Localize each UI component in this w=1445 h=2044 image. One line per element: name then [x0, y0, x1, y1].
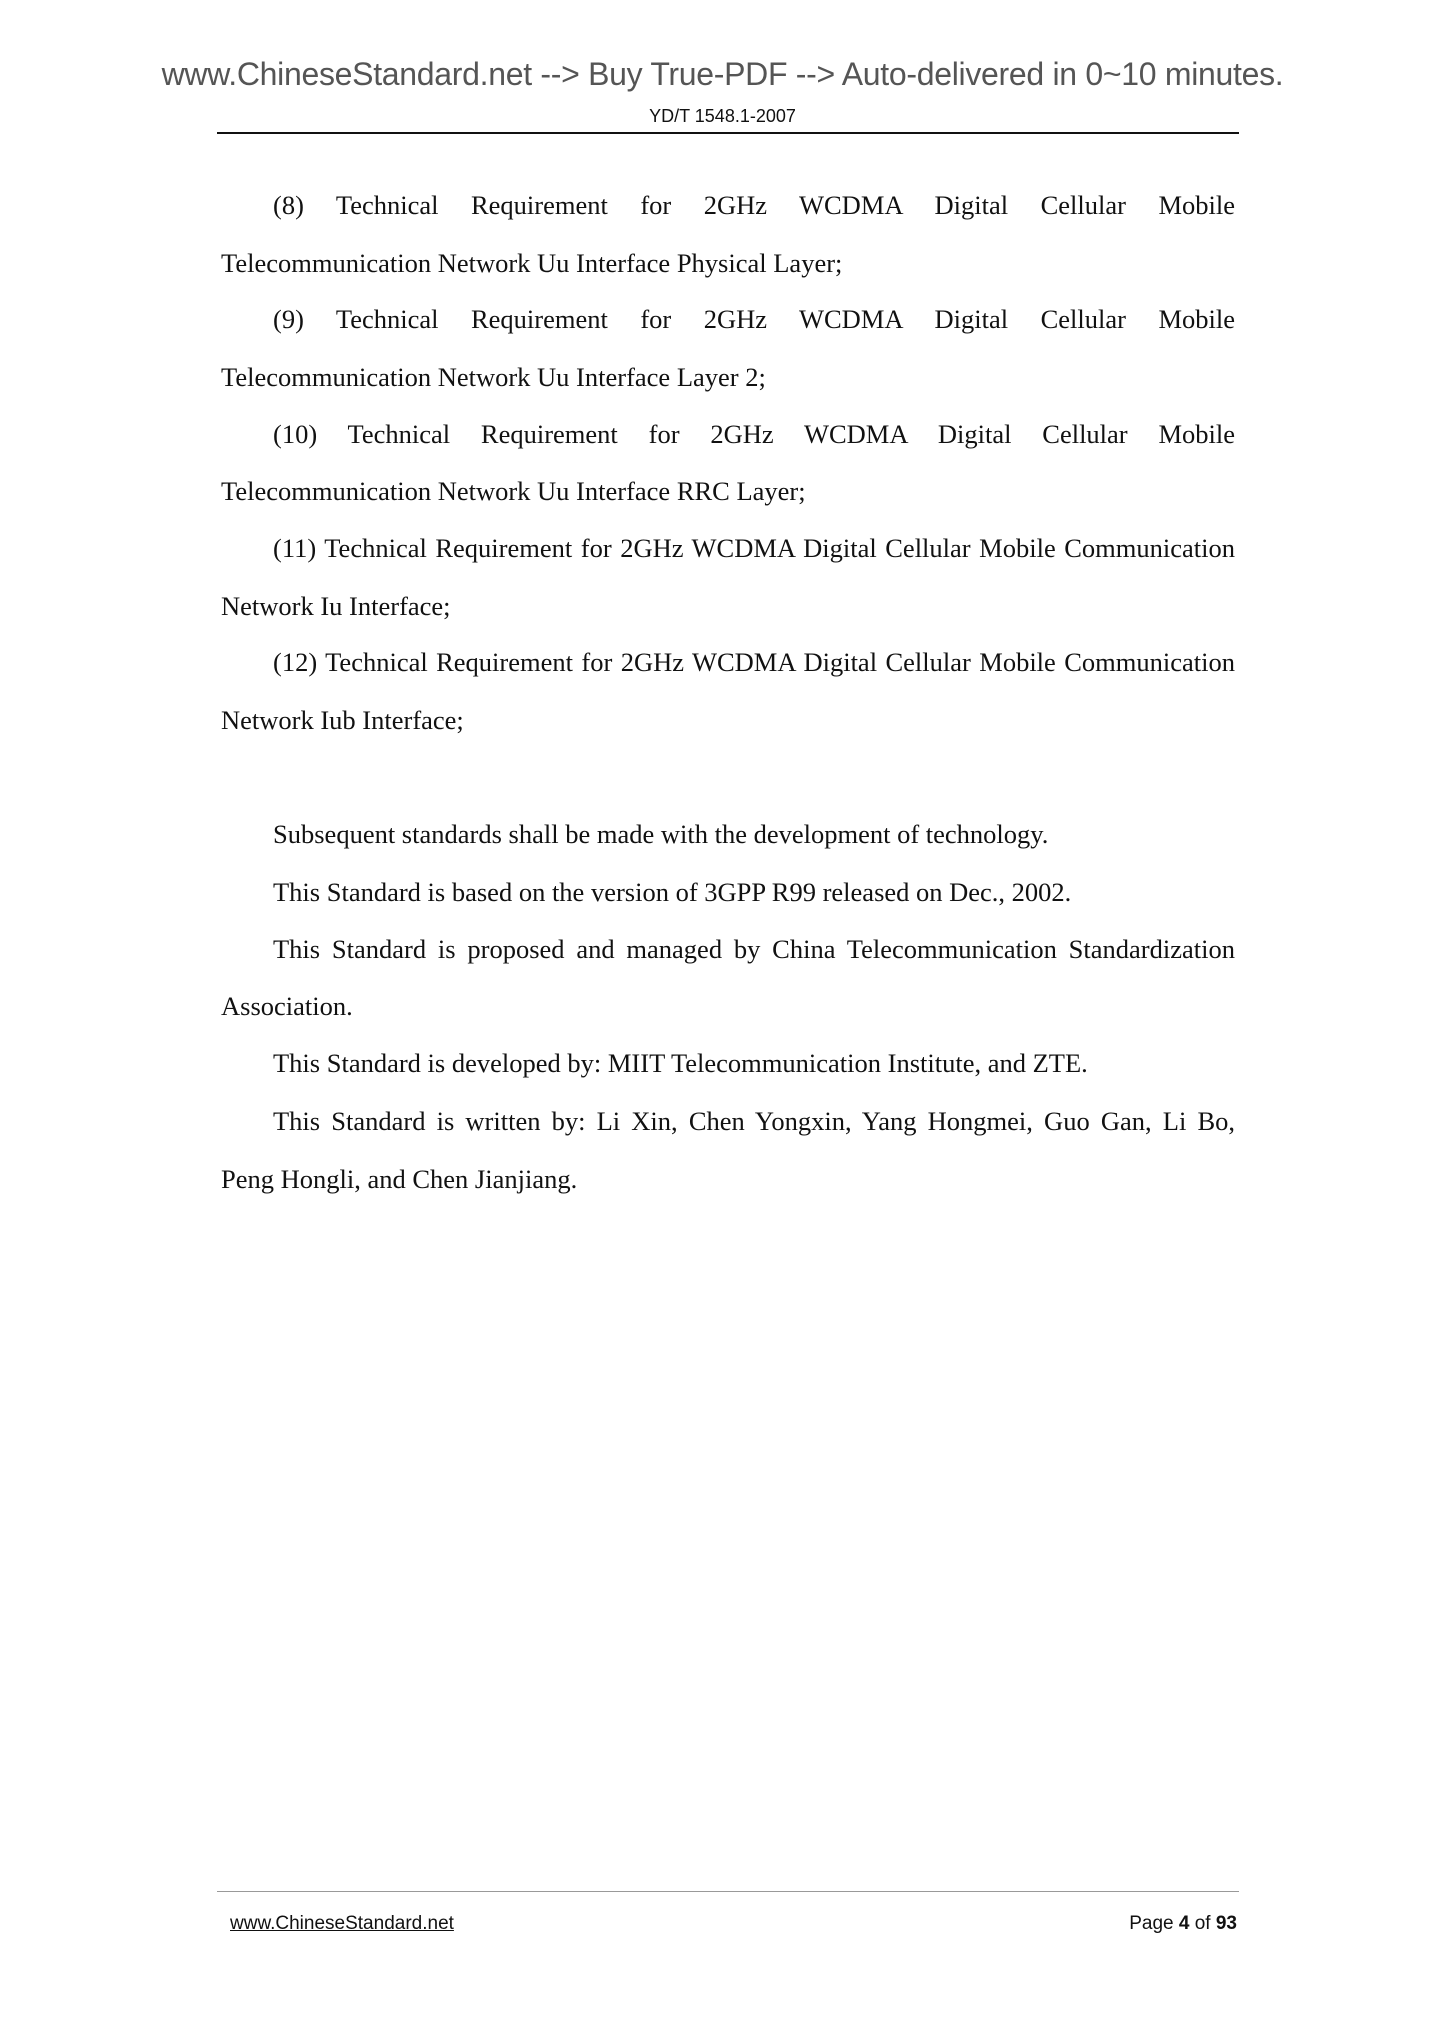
header-divider	[217, 132, 1239, 134]
page-of: of	[1189, 1913, 1216, 1934]
paragraph-line: This Standard is proposed and managed by China Telecommunication Standardization	[273, 934, 1235, 964]
page-prefix: Page	[1129, 1913, 1179, 1934]
banner-text: www.ChineseStandard.net --> Buy True-PDF --> Auto-delivered in 0~10 minutes.	[161, 56, 1284, 92]
paragraph-line: This Standard is based on the version of 3GPP R99 released on Dec., 2002.	[273, 877, 1072, 907]
paragraph-line: (9) Technical Requirement for 2GHz WCDMA Digital Cellular Mobile	[273, 304, 1235, 334]
paragraph-line: (10) Technical Requirement for 2GHz WCDMA Digital Cellular Mobile	[273, 419, 1235, 449]
paragraph-line: Telecommunication Network Uu Interface Layer 2;	[221, 362, 766, 392]
paragraph-line: Peng Hongli, and Chen Jianjiang.	[221, 1164, 578, 1194]
paragraph-line: This Standard is developed by: MIIT Telecommunication Institute, and ZTE.	[273, 1048, 1088, 1078]
paragraph-line: Telecommunication Network Uu Interface Physical Layer;	[221, 248, 843, 278]
document-id: YD/T 1548.1-2007	[649, 106, 796, 126]
paragraph-line: This Standard is written by: Li Xin, Chen Yongxin, Yang Hongmei, Guo Gan, Li Bo,	[273, 1106, 1235, 1136]
paragraph-line: (12) Technical Requirement for 2GHz WCDMA Digital Cellular Mobile Communication	[273, 647, 1235, 677]
paragraph-line: (11) Technical Requirement for 2GHz WCDMA Digital Cellular Mobile Communication	[273, 533, 1235, 563]
total-pages: 93	[1215, 1913, 1237, 1934]
paragraph-line: Telecommunication Network Uu Interface RRC Layer;	[221, 476, 806, 506]
paragraph-line: (8) Technical Requirement for 2GHz WCDMA Digital Cellular Mobile	[273, 190, 1235, 220]
page-number	[1129, 1913, 1237, 1935]
paragraph-line: Network Iu Interface;	[221, 591, 451, 621]
footer-divider	[217, 1891, 1239, 1892]
paragraph-line: Association.	[221, 991, 353, 1021]
paragraph-line: Network Iub Interface;	[221, 705, 464, 735]
paragraph-line: Subsequent standards shall be made with the development of technology.	[273, 819, 1049, 849]
current-page: 4	[1178, 1913, 1190, 1934]
footer-website-link[interactable]: www.ChineseStandard.net	[230, 1913, 454, 1934]
